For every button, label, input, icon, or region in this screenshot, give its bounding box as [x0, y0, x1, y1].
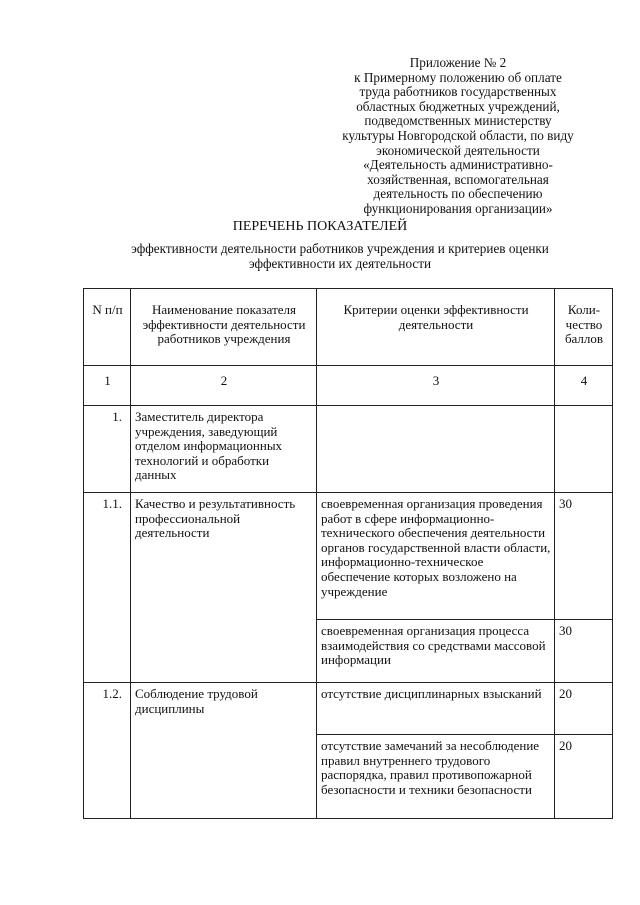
section-number: 1.: [84, 406, 131, 493]
criterion-points: 20: [555, 683, 613, 735]
criterion-points: 20: [555, 735, 613, 819]
appendix-line: подведомственных министерству: [364, 113, 552, 129]
header-cell-points: Коли- чество баллов: [555, 289, 613, 366]
indicator-name: Соблюдение трудовой дисциплины: [131, 683, 317, 819]
appendix-block: [318, 56, 598, 217]
criterion-points: 30: [555, 493, 613, 620]
appendix-line: областных бюджетных учреждений,: [356, 98, 560, 114]
appendix-line: функционирования организации»: [363, 200, 553, 216]
criteria-table: [83, 288, 613, 819]
column-number-row: [84, 366, 613, 406]
header-row: [84, 289, 613, 366]
header-cell-number: N п/п: [84, 289, 131, 366]
indicator-name: Качество и результативность профессиональной деятельности: [131, 493, 317, 683]
empty-cell: [317, 406, 555, 493]
table-row: [84, 493, 613, 620]
section-name: Заместитель директора учреждения, заведующий отделом информационных технологий и обработки данных: [131, 406, 317, 493]
header-cell-indicator: Наименование показателя эффективности деятельности работников учреждения: [131, 289, 317, 366]
indicator-number: 1.1.: [84, 493, 131, 683]
appendix-line: «Деятельность административно-: [363, 157, 553, 173]
criterion-text: своевременная организация проведения работ в сфере информационно-технического обеспечения деятельности органов государственной власти области, информационно-техническое обеспечение которых возложено на учреждение: [317, 493, 555, 620]
column-number-cell: 2: [131, 366, 317, 406]
section-row: [84, 406, 613, 493]
column-number-cell: 4: [555, 366, 613, 406]
appendix-line: труда работников государственных: [359, 84, 557, 100]
appendix-line: Приложение № 2: [409, 55, 507, 70]
column-number-cell: 1: [84, 366, 131, 406]
appendix-line: культуры Новгородской области, по виду: [342, 127, 574, 143]
criterion-text: отсутствие дисциплинарных взысканий: [317, 683, 555, 735]
document-subtitle: эффективности деятельности работников учреждения и критериев оценки эффективности их деятельности: [131, 241, 549, 271]
column-number-cell: 3: [317, 366, 555, 406]
appendix-line: деятельность по обеспечению: [373, 186, 543, 202]
document-title: ПЕРЕЧЕНЬ ПОКАЗАТЕЛЕЙ: [232, 219, 408, 234]
appendix-line: к Примерному положению об оплате: [354, 69, 562, 85]
appendix-line: хозяйственная, вспомогательная: [367, 171, 549, 187]
header-cell-criteria: Критерии оценки эффективности деятельности: [317, 289, 555, 366]
empty-cell: [555, 406, 613, 493]
table-row: [84, 683, 613, 735]
criterion-text: отсутствие замечаний за несоблюдение правил внутреннего трудового распорядка, правил противопожарной безопасности и техники безопасности: [317, 735, 555, 819]
criterion-text: своевременная организация процесса взаимодействия со средствами массовой информации: [317, 620, 555, 683]
indicator-number: 1.2.: [84, 683, 131, 819]
criterion-points: 30: [555, 620, 613, 683]
appendix-line: экономической деятельности: [376, 142, 540, 158]
